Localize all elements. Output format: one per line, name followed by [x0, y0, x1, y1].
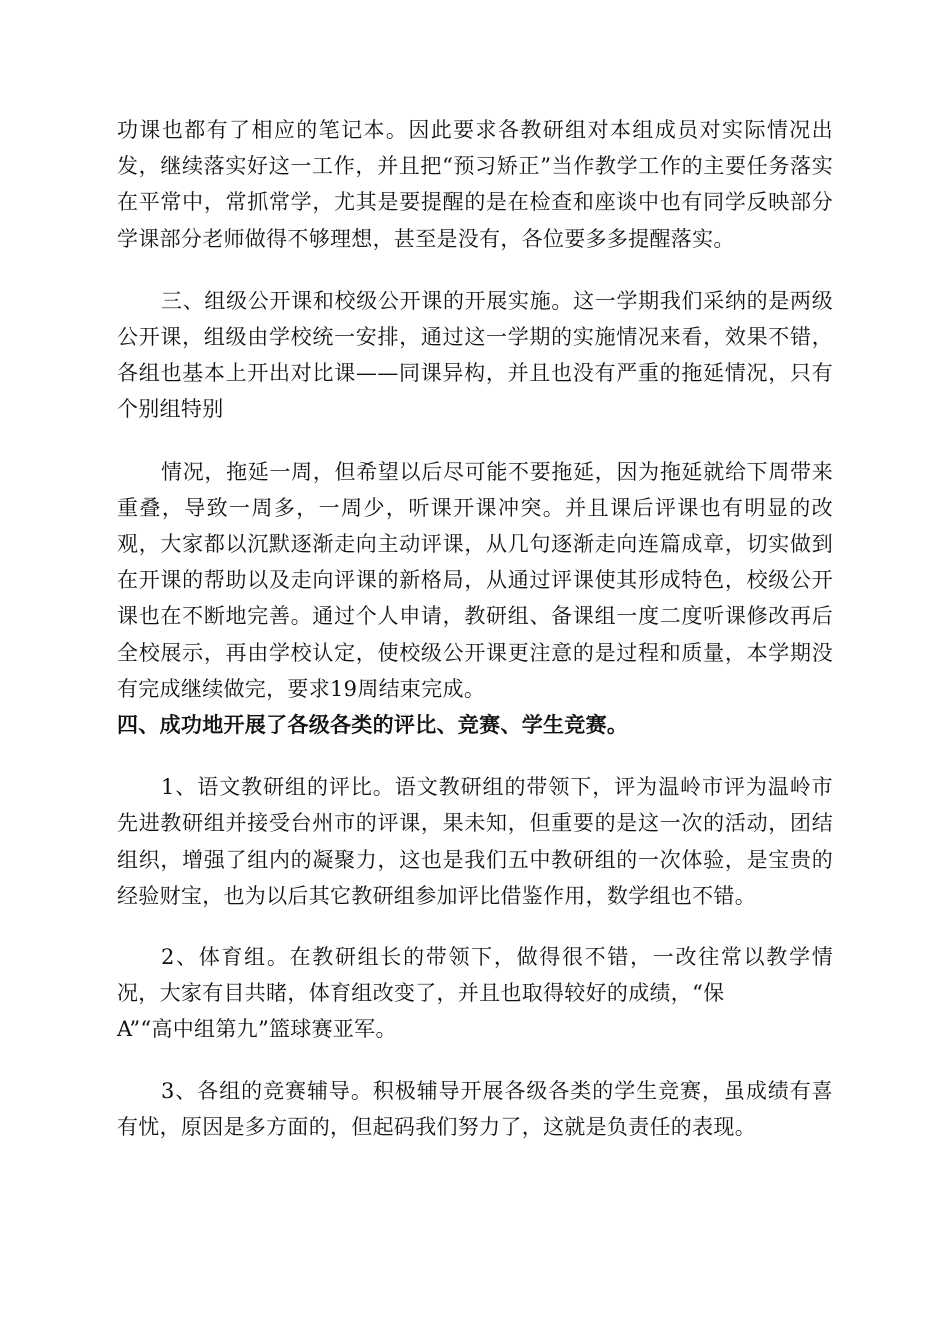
paragraph-item-2 [117, 939, 833, 1048]
paragraph-item-1: 1、语文教研组的评比。语文教研组的带领下，评为温岭市评为温岭市先进教研组并接受台州市的评课，果未知，但重要的是这一次的活动，团结组织，增强了组内的凝聚力，这也是我们五中教研组的一次体验，是宝贵的经验财宝，也为以后其它教研组参加评比借鉴作用，数学组也不错。 [117, 775, 833, 908]
paragraph-item-2-line-a: 2、体育组。在教研组长的带领下，做得很不错，一改往常以教学情况，大家有目共睹，体育组改变了，并且也取得较好的成绩，“保 [117, 945, 833, 1006]
paragraph-section-3: 三、组级公开课和校级公开课的开展实施。这一学期我们采纳的是两级公开课，组级由学校统一安排，通过这一学期的实施情况来看，效果不错，各组也基本上开出对比课——同课异构，并且也没有严重的拖延情况，只有个别组特别 [117, 288, 833, 422]
paragraph-item-3: 3、各组的竞赛辅导。积极辅导开展各级各类的学生竞赛，虽成绩有喜有忧，原因是多方面的，但起码我们努力了，这就是负责任的表现。 [117, 1078, 833, 1139]
section-heading-4: 四、成功地开展了各级各类的评比、竞赛、学生竞赛。 [117, 712, 629, 738]
document-page [117, 112, 833, 1145]
paragraph-continuation: 功课也都有了相应的笔记本。因此要求各教研组对本组成员对实际情况出发，继续落实好这一工作，并且把“预习矫正”当作教学工作的主要任务落实在平常中，常抓常学，尤其是要提醒的是在检查和座谈中也有同学反映部分学课部分老师做得不够理想，甚至是没有，各位要多多提醒落实。 [117, 118, 833, 251]
paragraph-item-2-line-b: A”“高中组第九”篮球赛亚军。 [117, 1017, 397, 1042]
paragraph-section-3-continued: 情况，拖延一周，但希望以后尽可能不要拖延，因为拖延就给下周带来重叠，导致一周多，一周少，听课开课冲突。并且课后评课也有明显的改观，大家都以沉默逐渐走向主动评课，从几句逐渐走向连篇成章，切实做到在开课的帮助以及走向评课的新格局，从通过评课使其形成特色，校级公开课也在不断地完善。通过个人申请，教研组、备课组一度二度听课修改再后全校展示，再由学校认定，使校级公开课更注意的是过程和质量，本学期没有完成继续做完，要求19周结束完成。 [117, 459, 833, 701]
